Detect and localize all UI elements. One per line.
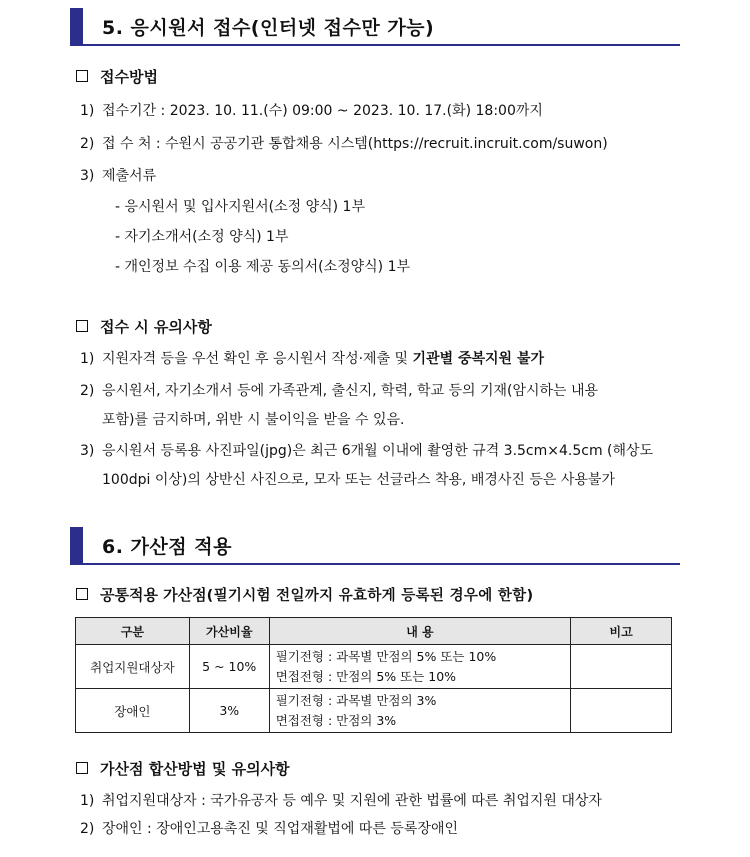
method-item-2 xyxy=(80,133,608,153)
notes-heading-text: 접수 시 유의사항 xyxy=(100,318,212,336)
item-text: 응시원서, 자기소개서 등에 가족관계, 출신지, 학력, 학교 등의 기재(암시하는 내용 xyxy=(102,383,599,399)
item-number: 1) xyxy=(80,793,95,809)
item-text: 접수기간 : 2023. 10. 11.(수) 09:00 ~ 2023. 10. 17.(화) 18:00까지 xyxy=(102,103,543,119)
header-ratio: 가산비율 xyxy=(189,618,269,645)
doc-item-3: - 개인정보 수집 이용 제공 동의서(소정양식) 1부 xyxy=(115,259,411,275)
section-5-bar xyxy=(70,8,83,46)
row-category: 장애인 xyxy=(76,689,190,733)
item-number: 2) xyxy=(80,136,95,152)
row-ratio: 5 ~ 10% xyxy=(189,645,269,689)
content-line-2: 면접전형 : 만점의 5% 또는 10% xyxy=(275,668,457,684)
item-number: 3) xyxy=(80,168,95,184)
section-5-underline xyxy=(83,44,680,46)
bonus-method-heading xyxy=(76,758,290,779)
method-heading xyxy=(76,66,158,87)
checkbox-square-icon xyxy=(76,762,88,774)
bonus-table xyxy=(75,617,672,733)
row-content xyxy=(269,645,570,689)
bonus-method-item-2 xyxy=(80,818,458,838)
item-number: 2) xyxy=(80,821,95,837)
header-content: 내 용 xyxy=(269,618,570,645)
notes-item-2-cont: 포함)를 금지하며, 위반 시 불이익을 받을 수 있음. xyxy=(102,412,405,428)
content-line-1: 필기전형 : 과목별 만점의 3% xyxy=(275,692,437,708)
doc-item-1: - 응시원서 및 입사지원서(소정 양식) 1부 xyxy=(115,199,365,215)
header-category: 구분 xyxy=(76,618,190,645)
content-line-1: 필기전형 : 과목별 만점의 5% 또는 10% xyxy=(275,648,497,664)
notes-heading xyxy=(76,316,212,337)
notes-item-3-cont: 100dpi 이상)의 상반신 사진으로, 모자 또는 선글라스 착용, 배경사진 등은 사용불가 xyxy=(102,472,615,488)
row-remark xyxy=(571,645,672,689)
content-line-2: 면접전형 : 만점의 3% xyxy=(275,712,397,728)
item-text: 제출서류 xyxy=(102,168,157,184)
method-item-1 xyxy=(80,100,543,120)
common-heading-text: 공통적용 가산점 xyxy=(100,586,207,604)
item-text: 접 수 처 : 수원시 공공기관 통합채용 시스템(https://recruit.incruit.com/suwon) xyxy=(102,136,608,152)
row-content xyxy=(269,689,570,733)
item-text: 장애인 : 장애인고용촉진 및 직업재활법에 따른 등록장애인 xyxy=(102,821,458,837)
item-number: 1) xyxy=(80,351,95,367)
section-6-underline xyxy=(83,563,680,565)
section-6-header xyxy=(70,527,680,565)
row-category: 취업지원대상자 xyxy=(76,645,190,689)
item-text: 지원자격 등을 우선 확인 후 응시원서 작성·제출 및 xyxy=(102,351,413,367)
checkbox-square-icon xyxy=(76,588,88,600)
item-number: 3) xyxy=(80,443,95,459)
checkbox-square-icon xyxy=(76,320,88,332)
item-bold-text: 기관별 중복지원 불가 xyxy=(412,351,544,367)
common-heading-note: (필기시험 전일까지 유효하게 등록된 경우에 한함) xyxy=(206,588,534,604)
bonus-method-heading-text: 가산점 합산방법 및 유의사항 xyxy=(100,760,290,778)
section-5-title: 5. 응시원서 접수(인터넷 접수만 가능) xyxy=(102,17,435,39)
row-ratio: 3% xyxy=(189,689,269,733)
item-number: 2) xyxy=(80,383,95,399)
method-heading-text: 접수방법 xyxy=(100,68,158,86)
table-row xyxy=(76,689,672,733)
table-row xyxy=(76,645,672,689)
table-header-row xyxy=(76,618,672,645)
item-text: 취업지원대상자 : 국가유공자 등 예우 및 지원에 관한 법률에 따른 취업지원 대상자 xyxy=(102,793,602,809)
notes-item-2 xyxy=(80,380,598,400)
section-6-title: 6. 가산점 적용 xyxy=(102,536,232,558)
item-number: 1) xyxy=(80,103,95,119)
checkbox-square-icon xyxy=(76,70,88,82)
section-5-header xyxy=(70,8,680,46)
bonus-method-item-1 xyxy=(80,790,602,810)
doc-item-2: - 자기소개서(소정 양식) 1부 xyxy=(115,229,289,245)
item-text: 응시원서 등록용 사진파일(jpg)은 최근 6개월 이내에 촬영한 규격 3.5cm×4.5cm (해상도 xyxy=(102,443,654,459)
row-remark xyxy=(571,689,672,733)
method-item-3 xyxy=(80,165,156,185)
common-heading xyxy=(76,584,533,605)
section-6-bar xyxy=(70,527,83,565)
notes-item-3 xyxy=(80,440,653,460)
header-remark: 비고 xyxy=(571,618,672,645)
notes-item-1 xyxy=(80,348,544,368)
